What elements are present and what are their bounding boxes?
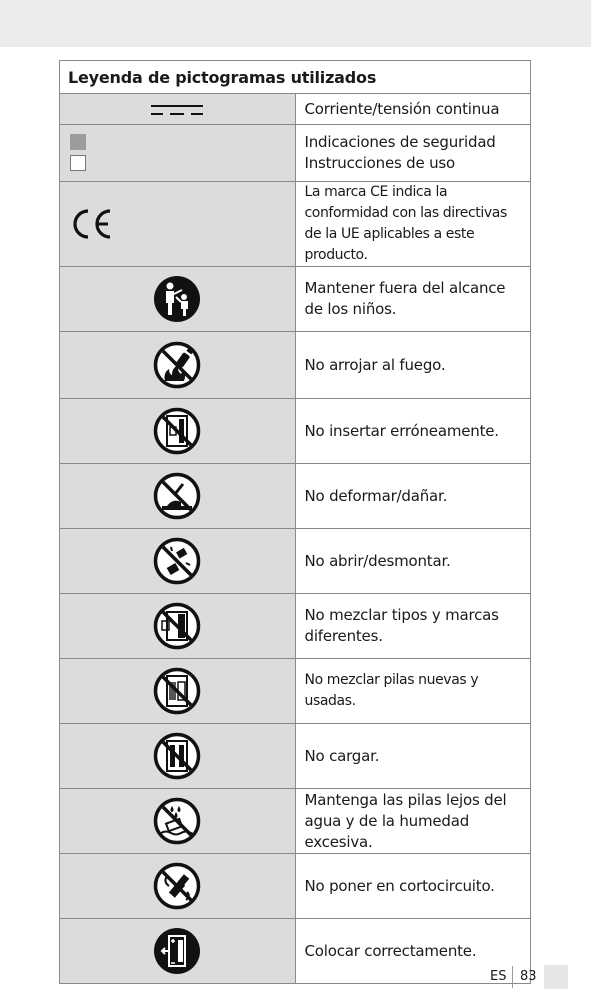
no-water-icon (153, 797, 201, 845)
legend-text: No abrir/desmontar. (304, 551, 451, 570)
legend-row (60, 125, 531, 182)
legend-text: excesiva. (304, 832, 373, 851)
legend-row (60, 464, 531, 529)
legend-row (60, 854, 531, 919)
no-charge-icon (153, 732, 201, 780)
legend-row (60, 724, 531, 789)
footer-divider (512, 966, 513, 988)
legend-text: No insertar erróneamente. (304, 421, 499, 440)
no-mix-types-icon (153, 602, 201, 650)
top-band (0, 0, 591, 47)
legend-row (60, 529, 531, 594)
squares-icon (69, 133, 89, 173)
legend-text: Mantenga las pilas lejos del agua y de la humedad (304, 790, 507, 830)
no-deform-icon (153, 472, 201, 520)
legend-text: No deformar/dañar. (304, 486, 448, 505)
legend-row (60, 182, 531, 267)
pictogram-legend-table (59, 60, 531, 984)
legend-text: No mezclar pilas nuevas y usadas. (304, 672, 479, 709)
no-open-icon (153, 537, 201, 585)
legend-row (60, 919, 531, 984)
legend-text: No poner en cortocircuito. (304, 876, 495, 895)
legend-header-row (60, 61, 531, 94)
direct-current-icon (149, 103, 205, 117)
ce-mark-icon (68, 207, 114, 241)
no-mix-old-new-icon (153, 667, 201, 715)
legend-row (60, 659, 531, 724)
footer-language: ES (490, 969, 507, 984)
legend-text: Mantener fuera del alcance de los niños. (304, 279, 506, 318)
legend-text: Corriente/tensión continua (304, 99, 500, 118)
legend-row (60, 267, 531, 332)
legend-text: No mezclar tipos y marcas diferentes. (304, 606, 499, 645)
footer-tab-marker (544, 965, 568, 989)
legend-text: No arrojar al fuego. (304, 355, 446, 374)
no-fire-icon (153, 341, 201, 389)
no-short-circuit-icon (153, 862, 201, 910)
legend-title: Leyenda de pictogramas utilizados (60, 61, 531, 94)
legend-row (60, 332, 531, 399)
legend-row (60, 594, 531, 659)
legend-row (60, 399, 531, 464)
legend-text: Instrucciones de uso (304, 154, 455, 172)
legend-text: No cargar. (304, 746, 380, 765)
no-wrong-insert-icon (153, 407, 201, 455)
legend-text: Colocar correctamente. (304, 941, 477, 960)
legend-text: de la UE aplicables a este producto. (304, 226, 475, 263)
legend-text: La marca CE indica la conformidad con las directivas (304, 184, 507, 221)
legend-row (60, 94, 531, 125)
page-number: 83 (520, 969, 537, 984)
insert-correctly-icon (153, 927, 201, 975)
legend-text: Indicaciones de seguridad (304, 133, 496, 151)
keep-from-children-icon (153, 275, 201, 323)
legend-row (60, 789, 531, 854)
